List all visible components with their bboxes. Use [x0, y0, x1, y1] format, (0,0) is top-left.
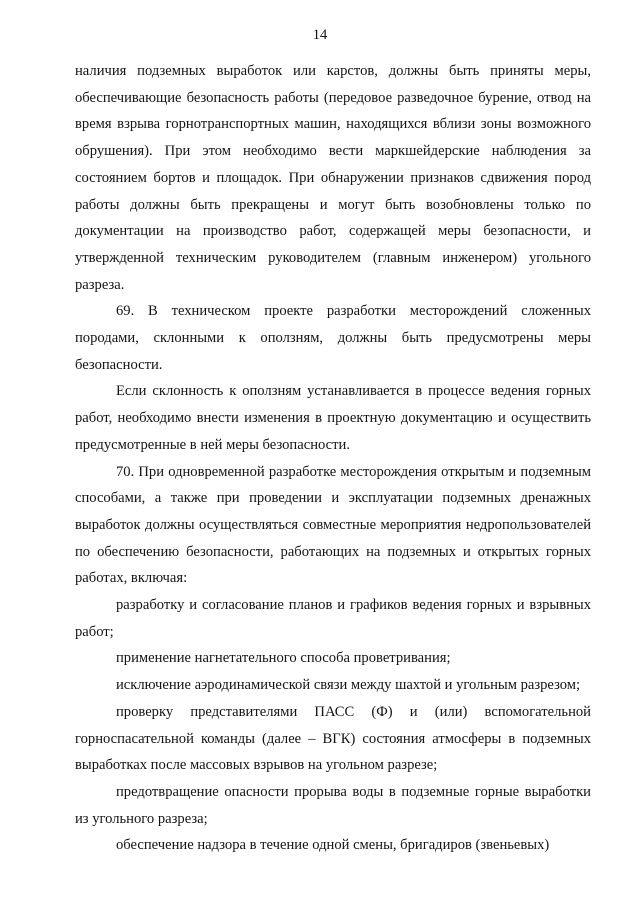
- paragraph-item-69: 69. В техническом проекте разработки месторождений сложенных породами, склонными к оползням, должны быть предусмотрены меры безопасности.: [75, 303, 591, 373]
- paragraph-continuation: наличия подземных выработок или карстов, должны быть приняты меры, обеспечивающие безопасность работы (передовое разведочное бурение, отвод на время взрыва горнотранспортных машин, находящихся вблизи зоны возможного обрушения). При этом необходимо вести маркшейдерские наблюдения за состоянием бортов и площадок. При обнаружении признаков сдвижения пород работы должны быть прекращены и могут быть возобновлены только по документации на производство работ, содержащей меры безопасности, и утвержденной техническим руководителем (главным инженером) угольного разреза.: [75, 63, 591, 293]
- list-item-plans: разработку и согласование планов и графиков ведения горных и взрывных работ;: [75, 597, 591, 640]
- list-item-supervision: обеспечение надзора в течение одной смены, бригадиров (звеньевых): [116, 837, 550, 854]
- paragraph-item-70: 70. При одновременной разработке месторождения открытым и подземным способами, а также при проведении и эксплуатации подземных дренажных выработок должны осуществляться совместные мероприятия недропользователей по обеспечению безопасности, работающих на подземных и открытых горных работах, включая:: [75, 463, 591, 587]
- list-item-ventilation: применение нагнетательного способа проветривания;: [116, 650, 451, 667]
- list-item-aerodynamic: исключение аэродинамической связи между шахтой и угольным разрезом;: [116, 677, 581, 694]
- document-body: [75, 58, 591, 859]
- page-number: 14: [312, 27, 328, 43]
- paragraph-landslide-note: Если склонность к оползням устанавливается в процессе ведения горных работ, необходимо внести изменения в проектную документацию и осуществить предусмотренные в ней меры безопасности.: [75, 383, 591, 453]
- list-item-atmosphere-check: проверку представителями ПАСС (Ф) и (или) вспомогательной горноспасательной команды (далее – ВГК) состояния атмосферы в подземных выработках после массовых взрывов на угольном разрезе;: [75, 703, 591, 774]
- list-item-water-prevention: предотвращение опасности прорыва воды в подземные горные выработки из угольного разреза;: [75, 783, 591, 827]
